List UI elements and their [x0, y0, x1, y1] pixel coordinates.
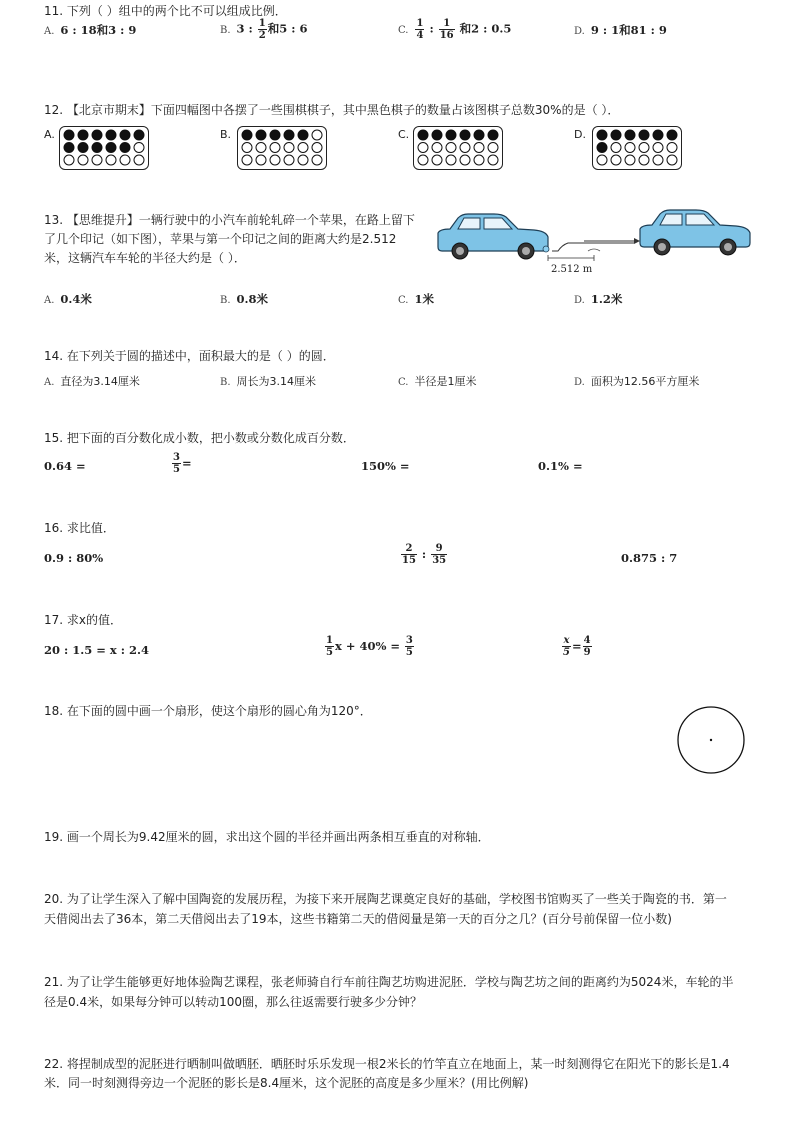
- q11-option-a[interactable]: [44, 22, 136, 38]
- white-stone: [639, 155, 649, 165]
- go-board-b[interactable]: [237, 126, 327, 170]
- fraction: [431, 543, 447, 566]
- white-stone: [488, 155, 498, 165]
- denominator: 5: [326, 647, 333, 658]
- q13-option-c[interactable]: [398, 291, 434, 307]
- q13-line3: 米，这辆汽车车轮的半径大约是（ ）．: [44, 251, 246, 265]
- numerator: 4: [583, 635, 591, 646]
- q15-item1: 0.64 =: [44, 459, 86, 473]
- q16-item3: 0.875 : 7: [621, 551, 678, 565]
- option-letter: A.: [44, 26, 55, 37]
- q18-stem: 18. 在下面的圆中画一个扇形，使这个扇形的圆心角为120°．: [44, 704, 372, 718]
- black-stone: [284, 130, 294, 140]
- white-stone: [92, 155, 102, 165]
- black-stone: [134, 130, 144, 140]
- fraction: [439, 18, 455, 41]
- denominator: 16: [439, 30, 454, 41]
- white-stone: [446, 155, 456, 165]
- black-stone: [106, 143, 116, 153]
- option-text: 1米: [414, 292, 434, 306]
- numerator: 1: [416, 18, 424, 29]
- white-stone: [625, 155, 635, 165]
- option-text: 0.4米: [60, 292, 92, 306]
- black-stone: [446, 130, 456, 140]
- white-stone: [312, 143, 322, 153]
- black-stone: [120, 143, 130, 153]
- black-stone: [667, 130, 677, 140]
- q17-item3: [561, 635, 593, 658]
- q14-option-a[interactable]: [44, 373, 140, 389]
- q11-stem: 11. 下列（ ）组中的两个比不可以组成比例．: [44, 4, 287, 18]
- white-stone: [446, 143, 456, 153]
- white-stone: [597, 155, 607, 165]
- white-stone: [312, 130, 322, 140]
- white-stone: [653, 143, 663, 153]
- black-stone: [432, 130, 442, 140]
- equals: =: [571, 639, 582, 653]
- option-letter: B.: [220, 295, 231, 306]
- black-stone: [92, 130, 102, 140]
- white-stone: [134, 143, 144, 153]
- fraction: [401, 543, 417, 566]
- go-board-d[interactable]: [592, 126, 682, 170]
- white-stone: [488, 143, 498, 153]
- option-text-post: 和2 : 0.5: [455, 21, 512, 36]
- white-stone: [474, 143, 484, 153]
- white-stone: [432, 155, 442, 165]
- white-stone: [460, 143, 470, 153]
- option-text: 6 : 18和3 : 9: [60, 23, 137, 37]
- q12-letter-d[interactable]: D.: [574, 128, 586, 141]
- white-stone: [78, 155, 88, 165]
- black-stone: [64, 143, 74, 153]
- black-stone: [474, 130, 484, 140]
- numerator: 3: [173, 452, 180, 463]
- q15-stem: 15. 把下面的百分数化成小数，把小数或分数化成百分数．: [44, 431, 355, 445]
- white-stone: [284, 155, 294, 165]
- q14-stem: 14. 在下列关于圆的描述中，面积最大的是（ ）的圆．: [44, 349, 335, 363]
- q11-option-c[interactable]: [398, 18, 511, 41]
- option-text-pre: 3 :: [236, 21, 257, 36]
- q13-option-b[interactable]: [220, 291, 268, 307]
- black-stone: [256, 130, 266, 140]
- option-letter: B.: [220, 377, 231, 388]
- q20-line2: 天借阅出去了36本，第二天借阅出去了19本，这些书籍第二天的借阅量是第一天的百分之几？(百分号前保留一位小数): [44, 912, 672, 926]
- white-stone: [611, 143, 621, 153]
- q13-option-d[interactable]: [574, 291, 622, 307]
- q16-stem: 16. 求比值．: [44, 521, 115, 535]
- numerator: 2: [401, 543, 417, 555]
- q16-item1: 0.9 : 80%: [44, 551, 104, 565]
- q13-line2: 了几个印记（如下图），苹果与第一个印记之间的距离大约是2.512: [44, 232, 397, 246]
- black-stone: [78, 143, 88, 153]
- black-stone: [298, 130, 308, 140]
- white-stone: [639, 143, 649, 153]
- white-stone: [667, 155, 677, 165]
- white-stone: [312, 155, 322, 165]
- white-stone: [270, 155, 280, 165]
- option-letter: A.: [44, 295, 55, 306]
- q11-option-d[interactable]: [574, 22, 667, 38]
- white-stone: [460, 155, 470, 165]
- numerator: 1: [258, 18, 266, 29]
- numerator: 1: [439, 18, 455, 30]
- black-stone: [639, 130, 649, 140]
- equals: =: [181, 456, 192, 470]
- option-letter: B.: [220, 24, 231, 36]
- white-stone: [256, 143, 266, 153]
- option-letter: D.: [574, 377, 585, 388]
- fraction: [415, 18, 424, 41]
- white-stone: [298, 155, 308, 165]
- option-letter: C.: [398, 295, 409, 306]
- circle-center-dot: [710, 739, 712, 741]
- option-letter: C.: [398, 377, 409, 388]
- q13-option-a[interactable]: [44, 291, 92, 307]
- option-text-post: 和5 : 6: [267, 21, 308, 36]
- white-stone: [242, 143, 252, 153]
- q17-item1: 20 : 1.5 = x : 2.4: [44, 643, 150, 657]
- black-stone: [418, 130, 428, 140]
- denominator: 5: [563, 647, 570, 658]
- q14-option-d[interactable]: [574, 373, 699, 389]
- apple-icon: [543, 246, 549, 252]
- fraction: [583, 635, 592, 658]
- go-board-a[interactable]: [59, 126, 149, 170]
- fraction: [405, 635, 414, 658]
- white-stone: [64, 155, 74, 165]
- drawing-circle[interactable]: [676, 705, 746, 775]
- black-stone: [488, 130, 498, 140]
- white-stone: [270, 143, 280, 153]
- denominator: 2: [258, 30, 266, 41]
- fraction: [172, 452, 181, 475]
- option-letter: C.: [398, 24, 409, 36]
- numerator: 9: [431, 543, 447, 555]
- option-text: 半径是1厘米: [414, 375, 477, 388]
- q12-stem: 12. 【北京市期末】下面四幅图中各摆了一些围棋棋子，其中黑色棋子的数量占该图棋子总数30%的是（ ）．: [44, 103, 620, 117]
- car-apple-figure: [434, 205, 754, 285]
- white-stone: [474, 155, 484, 165]
- fraction: [562, 635, 571, 658]
- option-letter: D.: [574, 295, 585, 306]
- option-letter: A.: [44, 377, 55, 388]
- go-board-c[interactable]: [413, 126, 503, 170]
- black-stone: [106, 130, 116, 140]
- white-stone: [298, 143, 308, 153]
- numerator: x: [563, 635, 570, 646]
- white-stone: [256, 155, 266, 165]
- white-stone: [284, 143, 294, 153]
- q13-line1: 13. 【思维提升】一辆行驶中的小汽车前轮轧碎一个苹果，在路上留下: [44, 213, 415, 227]
- white-stone: [667, 143, 677, 153]
- q15-item4: 0.1% =: [538, 459, 583, 473]
- colon: :: [417, 547, 431, 561]
- q15-item2: [171, 452, 192, 475]
- option-text: 面积为12.56平方厘米: [590, 375, 700, 388]
- colon: :: [425, 21, 438, 36]
- denominator: 5: [173, 464, 180, 475]
- option-text: 周长为3.14厘米: [236, 375, 317, 388]
- black-stone: [78, 130, 88, 140]
- q14-option-c[interactable]: [398, 373, 476, 389]
- black-stone: [597, 143, 607, 153]
- q21-line1: 21. 为了让学生能够更好地体验陶艺课程，张老师骑自行车前往陶艺坊购进泥胚．学校与陶艺坊之间的距离约为5024米，车轮的半: [44, 975, 734, 989]
- q14-option-b[interactable]: [220, 373, 316, 389]
- black-stone: [242, 130, 252, 140]
- fraction: [325, 635, 334, 658]
- white-stone: [432, 143, 442, 153]
- q16-item2: [400, 543, 448, 566]
- q12-letter-b[interactable]: B.: [220, 128, 232, 141]
- white-stone: [134, 155, 144, 165]
- black-stone: [120, 130, 130, 140]
- option-text: 1.2米: [590, 292, 623, 306]
- white-stone: [653, 155, 663, 165]
- q19-stem: 19. 画一个周长为9.42厘米的圆，求出这个圆的半径并画出两条相互垂直的对称轴．: [44, 830, 490, 844]
- black-stone: [460, 130, 470, 140]
- numerator: 1: [326, 635, 333, 646]
- black-stone: [270, 130, 280, 140]
- numerator: 3: [405, 635, 413, 646]
- fraction: [258, 18, 267, 41]
- white-stone: [611, 155, 621, 165]
- denominator: 4: [416, 30, 424, 41]
- equation-middle: x + 40% =: [334, 639, 401, 653]
- option-letter: D.: [574, 26, 585, 37]
- car-left: [438, 214, 548, 259]
- black-stone: [653, 130, 663, 140]
- denominator: 5: [405, 647, 413, 658]
- q12-letter-c[interactable]: C.: [398, 128, 410, 141]
- option-text: 9 : 1和81 : 9: [590, 23, 667, 37]
- arrow-icon: [634, 238, 640, 244]
- q22-line1: 22. 将捏制成型的泥胚进行晒制叫做晒胚．晒胚时乐乐发现一根2米长的竹竿直立在地面上，某一时刻测得它在阳光下的影长是1.4: [44, 1057, 730, 1071]
- white-stone: [106, 155, 116, 165]
- q11-option-b[interactable]: [220, 18, 308, 41]
- q17-item2: [324, 635, 415, 658]
- white-stone: [120, 155, 130, 165]
- q17-stem: 17. 求x的值．: [44, 613, 123, 627]
- q12-letter-a[interactable]: A.: [44, 128, 55, 141]
- option-text: 0.8米: [236, 292, 269, 306]
- q15-item3: 150% =: [361, 459, 410, 473]
- q21-line2: 径是0.4米，如果每分钟可以转动100圈，那么往返需要行驶多少分钟？: [44, 995, 422, 1009]
- black-stone: [92, 143, 102, 153]
- distance-label: 2.512 m: [551, 264, 593, 275]
- denominator: 15: [402, 555, 416, 566]
- white-stone: [418, 155, 428, 165]
- white-stone: [625, 143, 635, 153]
- white-stone: [242, 155, 252, 165]
- option-text: 直径为3.14厘米: [60, 375, 140, 388]
- q22-line2: 米．同一时刻测得旁边一个泥胚的影长是8.4厘米，这个泥胚的高度是多少厘米？(用比例解): [44, 1076, 529, 1090]
- black-stone: [597, 130, 607, 140]
- q20-line1: 20. 为了让学生深入了解中国陶瓷的发展历程，为接下来开展陶艺课奠定良好的基础，学校图书馆购买了一些关于陶瓷的书．第一: [44, 892, 727, 906]
- white-stone: [418, 143, 428, 153]
- denominator: 9: [583, 647, 591, 658]
- car-right: [640, 210, 750, 255]
- black-stone: [64, 130, 74, 140]
- black-stone: [625, 130, 635, 140]
- denominator: 35: [432, 555, 447, 566]
- black-stone: [611, 130, 621, 140]
